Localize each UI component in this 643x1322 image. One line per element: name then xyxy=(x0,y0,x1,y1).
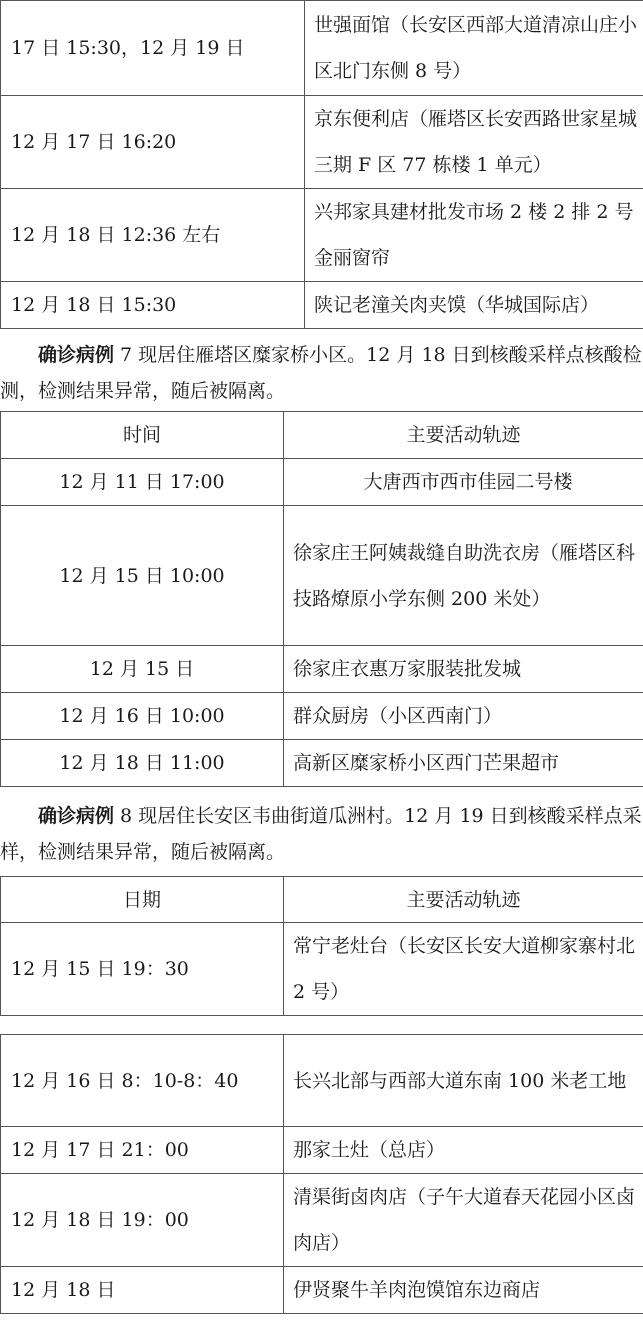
table-row xyxy=(1,693,643,740)
place-cell: 京东便利店（雁塔区长安西路世家星城三期 F 区 77 栋楼 1 单元） xyxy=(305,96,643,189)
time-cell: 12 月 15 日 10:00 xyxy=(1,506,284,646)
place-cell: 群众厨房（小区西南门） xyxy=(284,693,643,740)
column-header-track: 主要活动轨迹 xyxy=(284,877,643,923)
time-cell: 12 月 16 日 10:00 xyxy=(1,693,284,740)
time-cell: 12 月 15 日 xyxy=(1,646,284,693)
table-row xyxy=(1,1,643,96)
case-text: 7 现居住雁塔区糜家桥小区。12 月 18 日到核酸采样点核酸检测，检测结果异常，随后被隔离。 xyxy=(0,344,642,402)
time-cell: 12 月 18 日 11:00 xyxy=(1,740,284,787)
place-cell: 伊贤聚牛羊肉泡馍馆东边商店 xyxy=(284,1267,643,1314)
time-cell: 12 月 18 日 15:30 xyxy=(1,282,305,329)
place-cell: 常宁老灶台（长安区长安大道柳家寨村北 2 号） xyxy=(284,923,643,1016)
place-cell: 徐家庄衣惠万家服装批发城 xyxy=(284,646,643,693)
time-cell: 12 月 15 日 19：30 xyxy=(1,923,284,1016)
trajectory-table-4 xyxy=(0,1034,643,1314)
trajectory-table-2 xyxy=(0,411,643,787)
place-cell: 世强面馆（长安区西部大道清凉山庄小区北门东侧 8 号） xyxy=(305,1,643,96)
time-cell: 12 月 16 日 8：10-8：40 xyxy=(1,1035,284,1127)
place-cell: 高新区糜家桥小区西门芒果超市 xyxy=(284,740,643,787)
column-header-track: 主要活动轨迹 xyxy=(284,412,643,459)
table-header-row xyxy=(1,877,643,923)
column-header-date: 日期 xyxy=(1,877,284,923)
table-row xyxy=(1,506,643,646)
table-row xyxy=(1,189,643,282)
table-row xyxy=(1,1035,643,1127)
table-row xyxy=(1,1267,643,1314)
place-cell: 大唐西市西市佳园二号楼 xyxy=(284,459,643,506)
time-cell: 12 月 18 日 12:36 左右 xyxy=(1,189,305,282)
table-row xyxy=(1,646,643,693)
table-row xyxy=(1,282,643,329)
table-row xyxy=(1,96,643,189)
table-row xyxy=(1,923,643,1016)
trajectory-table-1 xyxy=(0,0,643,329)
case-7-paragraph xyxy=(0,337,643,409)
case-label: 确诊病例 xyxy=(38,344,115,366)
place-cell: 陕记老潼关肉夹馍（华城国际店） xyxy=(305,282,643,329)
table-row xyxy=(1,740,643,787)
place-cell: 徐家庄王阿姨裁缝自助洗衣房（雁塔区科技路燎原小学东侧 200 米处） xyxy=(284,506,643,646)
table-row xyxy=(1,1127,643,1174)
place-cell: 那家土灶（总店） xyxy=(284,1127,643,1174)
time-cell: 12 月 11 日 17:00 xyxy=(1,459,284,506)
place-cell: 长兴北部与西部大道东南 100 米老工地 xyxy=(284,1035,643,1127)
case-8-paragraph xyxy=(0,798,643,870)
case-label: 确诊病例 xyxy=(38,805,115,827)
table-row xyxy=(1,459,643,506)
table-header-row xyxy=(1,412,643,459)
time-cell: 12 月 17 日 16:20 xyxy=(1,96,305,189)
time-cell: 12 月 18 日 19：00 xyxy=(1,1174,284,1267)
time-cell: 12 月 17 日 21：00 xyxy=(1,1127,284,1174)
time-cell: 12 月 18 日 xyxy=(1,1267,284,1314)
case-text: 8 现居住长安区韦曲街道瓜洲村。12 月 19 日到核酸采样点采样，检测结果异常，随后被隔离。 xyxy=(0,805,642,863)
place-cell: 清渠街卤肉店（子午大道春天花园小区卤肉店） xyxy=(284,1174,643,1267)
trajectory-table-3 xyxy=(0,876,643,1016)
time-cell: 17 日 15:30，12 月 19 日 xyxy=(1,1,305,96)
table-row xyxy=(1,1174,643,1267)
place-cell: 兴邦家具建材批发市场 2 楼 2 排 2 号金丽窗帘 xyxy=(305,189,643,282)
column-header-time: 时间 xyxy=(1,412,284,459)
